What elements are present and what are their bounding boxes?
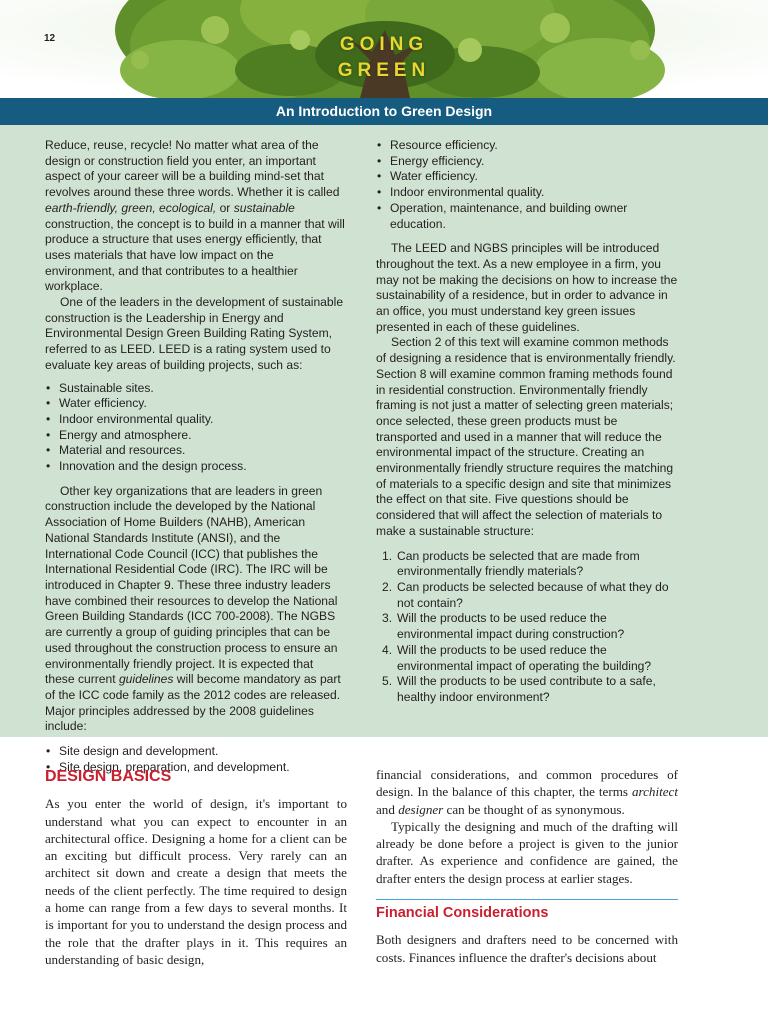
list-item: • Sustainable sites. — [45, 381, 345, 397]
section-heading: DESIGN BASICS — [45, 768, 172, 785]
list-item: • Innovation and the design process. — [45, 459, 345, 475]
list-item: 2. Can products be selected because of what they do not contain? — [382, 579, 669, 610]
body-right-column — [376, 766, 678, 966]
body-paragraph: financial considerations, and common procedures of design. In the balance of this chapter, the terms architect and designer can be thought of as synonymous. — [376, 767, 678, 817]
list-item: • Water efficiency. — [45, 396, 345, 412]
list-item: 1. Can products be selected that are made from environmentally friendly materials? — [382, 548, 640, 579]
sidebar-title-bar: An Introduction to Green Design — [0, 98, 768, 125]
list-item: • Material and resources. — [45, 443, 345, 459]
sustainability-questions-list — [376, 549, 678, 706]
body-paragraph: Both designers and drafters need to be concerned with costs. Finances influence the drafter's decisions about — [376, 932, 678, 965]
subsection-heading: Financial Considerations — [376, 899, 678, 922]
leed-areas-list — [45, 381, 345, 475]
sidebar-paragraph: The LEED and NGBS principles will be introduced throughout the text. As a new employee in a firm, you may not be making the decisions on how to increase the sustainability of a residence, but in order to advance in an office, you must understand key green issues presented in each of these guidelines. — [376, 241, 678, 334]
list-item: • Indoor environmental quality. — [376, 185, 678, 201]
page-number: 12 — [44, 33, 56, 44]
list-item: • Site design and development. — [45, 744, 345, 760]
list-item: • Indoor environmental quality. — [45, 412, 345, 428]
list-item: • Energy efficiency. — [376, 154, 678, 170]
ngbs-principles-list-continued — [376, 138, 678, 232]
chapter-title-line1: GOING — [339, 34, 429, 55]
list-item: • Operation, maintenance, and building owner education. — [376, 201, 678, 232]
sidebar-paragraph: Reduce, reuse, recycle! No matter what area of the design or construction field you enter, an important aspect of your career will be a building mind-set that revolves around these three words. Whether it is called earth-friendly, green, ecological, or sustainable construction, the concept is to build in a manner that will produce a structure that uses energy efficiently, that uses materials that have low impact on the environment, and that contributes to a healthier workplace. — [45, 138, 345, 294]
body-left-column — [45, 768, 347, 968]
sidebar-paragraph: Other key organizations that are leaders in green construction include the developed by the National Association of Home Builders (NAHB), American National Standards Institute (ANSI), and the International Code Council (ICC) that publishes the International Residential Code (IRC). The IRC will be introduced in Chapter 9. These three industry leaders have combined their resources to develop the National Green Building Standards (ICC 700-2008). The NGBS are currently a group of guiding principles that can be used throughout the construction process to ensure an environmentally friendly project. It is expected that these current guidelines will become mandatory as part of the ICC code family as the 2012 codes are released. Major principles addressed by the 2008 guidelines include: — [45, 483, 341, 734]
list-item: • Water efficiency. — [376, 169, 678, 185]
sidebar-paragraph: Section 2 of this text will examine common methods of designing a residence that is environmentally friendly. Section 8 will examine common framing methods found in residential construction. Environmentally friendly framing is not just a matter of selecting green materials; once selected, these green products must be transported and used in a manner that will reduce the environmental impact of the structure. Creating an environmentally friendly structure requires the matching of materials to a specific design and site that minimizes the effect on that site. Five questions should be considered that will affect the selection of materials to make a sustainable structure: — [376, 335, 676, 538]
list-item: 5. Will the products to be used contribute to a safe, healthy indoor environment? — [382, 674, 656, 704]
body-paragraph: As you enter the world of design, it's important to understand what you can expect to encounter in an architectural office. Designing a home for a client can be an exciting but difficult process. Very rarely can an architect sit down and create a design that meets the needs of the client perfectly. The time required to design a home can range from a few days to several months. It is important for you to understand the design process and the role that the drafter plays in it. This requires an understanding of basic design, — [45, 796, 347, 967]
list-item: 4. Will the products to be used reduce the environmental impact of operating the building? — [382, 642, 652, 673]
sidebar-right-column — [376, 138, 678, 706]
sidebar-left-column — [45, 138, 345, 775]
list-item: • Resource efficiency. — [376, 138, 678, 154]
list-item: 3. Will the products to be used reduce the environmental impact during construction? — [382, 611, 625, 642]
list-item: • Site design, preparation, and development. — [45, 760, 345, 776]
sidebar-paragraph: One of the leaders in the development of sustainable construction is the Leadership in Energy and Environmental Design Green Building Rating System, referred to as LEED. LEED is a rating system used to evaluate key areas of building projects, such as: — [45, 295, 344, 372]
body-paragraph: Typically the designing and much of the drafting will already be done before a project is given to the junior drafter. As experience and confidence are gained, the drafter enters the design process at earlier stages. — [376, 818, 678, 886]
chapter-banner — [0, 0, 768, 98]
list-item: • Energy and atmosphere. — [45, 428, 345, 444]
chapter-title-line2: GREEN — [337, 60, 431, 81]
